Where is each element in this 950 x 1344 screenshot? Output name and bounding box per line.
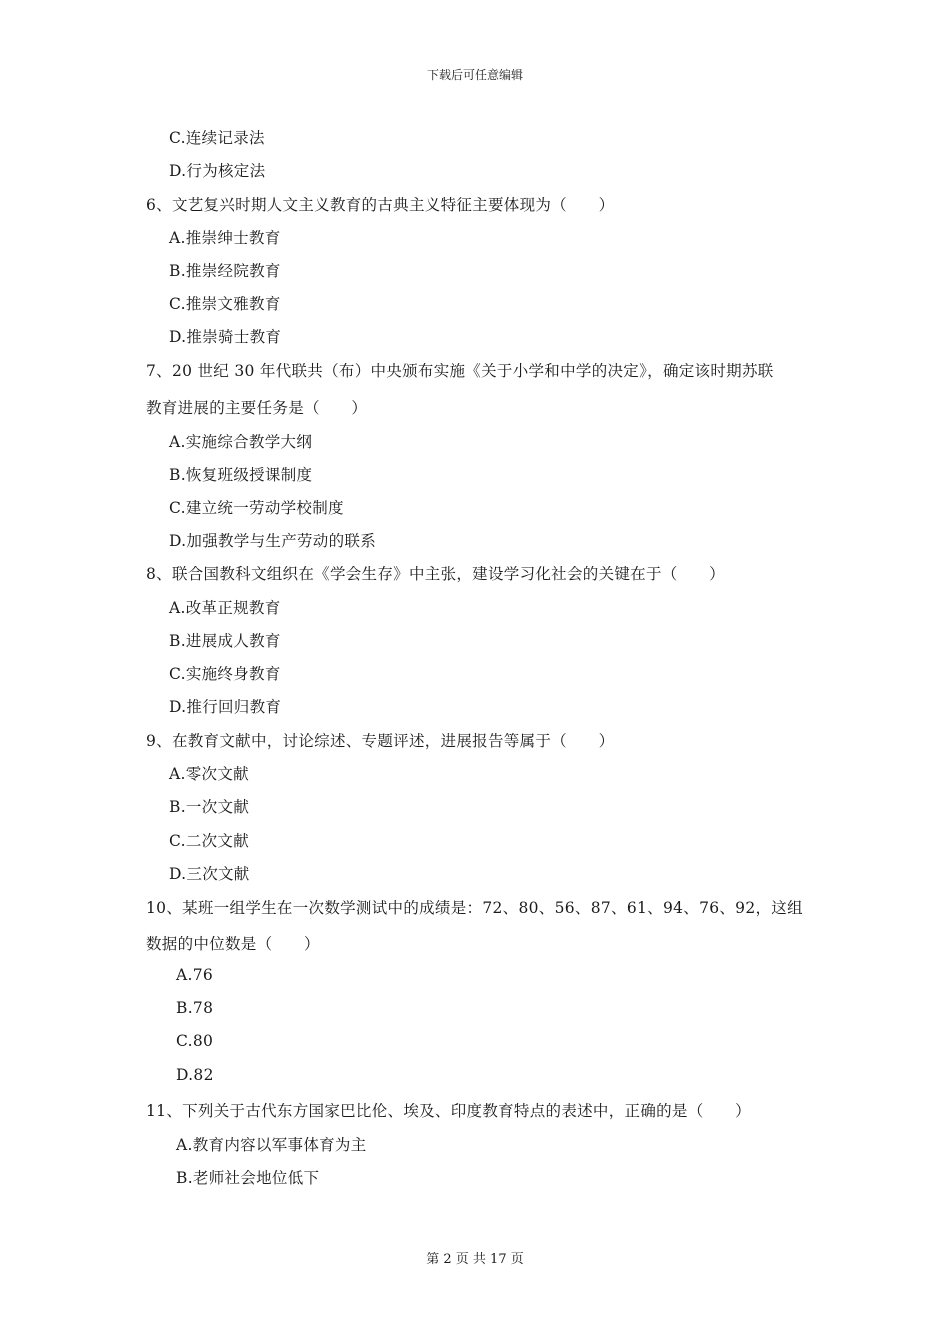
- q8-option-a: A.改革正规教育: [169, 599, 281, 617]
- q10-option-a: A.76: [176, 966, 214, 984]
- page-footer: 第 2 页 共 17 页: [426, 1252, 524, 1267]
- q8-option-d: D.推行回归教育: [169, 698, 282, 716]
- q8-option-b: B.进展成人教育: [169, 632, 281, 650]
- q5-option-c: C.连续记录法: [169, 129, 265, 147]
- q10-option-d: D.82: [176, 1066, 214, 1084]
- q10-option-b: B.78: [176, 999, 214, 1017]
- q9-option-c: C.二次文献: [169, 832, 250, 850]
- q7-option-c: C.建立统一劳动学校制度: [169, 499, 344, 517]
- q5-option-d: D.行为核定法: [169, 162, 266, 180]
- q10-stem-line2: 数据的中位数是（ ）: [146, 935, 320, 953]
- q9-option-b: B.一次文献: [169, 798, 250, 816]
- q6-option-d: D.推崇骑士教育: [169, 328, 282, 346]
- q6-option-a: A.推崇绅士教育: [169, 229, 281, 247]
- q9-option-a: A.零次文献: [169, 765, 249, 783]
- q7-stem-line2: 教育进展的主要任务是（ ）: [146, 399, 368, 417]
- q6-option-c: C.推崇文雅教育: [169, 295, 281, 313]
- q10-option-c: C.80: [176, 1032, 214, 1050]
- q7-option-b: B.恢复班级授课制度: [169, 466, 313, 484]
- q7-option-a: A.实施综合教学大纲: [169, 433, 313, 451]
- q11-option-a: A.教育内容以军事体育为主: [176, 1136, 367, 1154]
- q6-option-b: B.推崇经院教育: [169, 262, 281, 280]
- q8-option-c: C.实施终身教育: [169, 665, 281, 683]
- q10-stem-line1: 10、某班一组学生在一次数学测试中的成绩是：72、80、56、87、61、94、76、92，这组: [146, 899, 803, 917]
- q11-option-b: B.老师社会地位低下: [176, 1169, 320, 1187]
- page-header: 下载后可任意编辑: [426, 68, 523, 82]
- q8-stem: 8、联合国教科文组织在《学会生存》中主张，建设学习化社会的关键在于（ ）: [146, 565, 725, 583]
- q11-stem: 11、下列关于古代东方国家巴比伦、埃及、印度教育特点的表述中，正确的是（ ）: [146, 1102, 751, 1120]
- q6-stem: 6、文艺复兴时期人文主义教育的古典主义特征主要体现为（ ）: [146, 196, 615, 214]
- q7-stem-line1: 7、20 世纪 30 年代联共（布）中央颁布实施《关于小学和中学的决定》，确定该时期苏联: [146, 362, 774, 380]
- q9-option-d: D.三次文献: [169, 865, 250, 883]
- q9-stem: 9、在教育文献中，讨论综述、专题评述，进展报告等属于（ ）: [146, 732, 615, 750]
- q7-option-d: D.加强教学与生产劳动的联系: [169, 532, 377, 550]
